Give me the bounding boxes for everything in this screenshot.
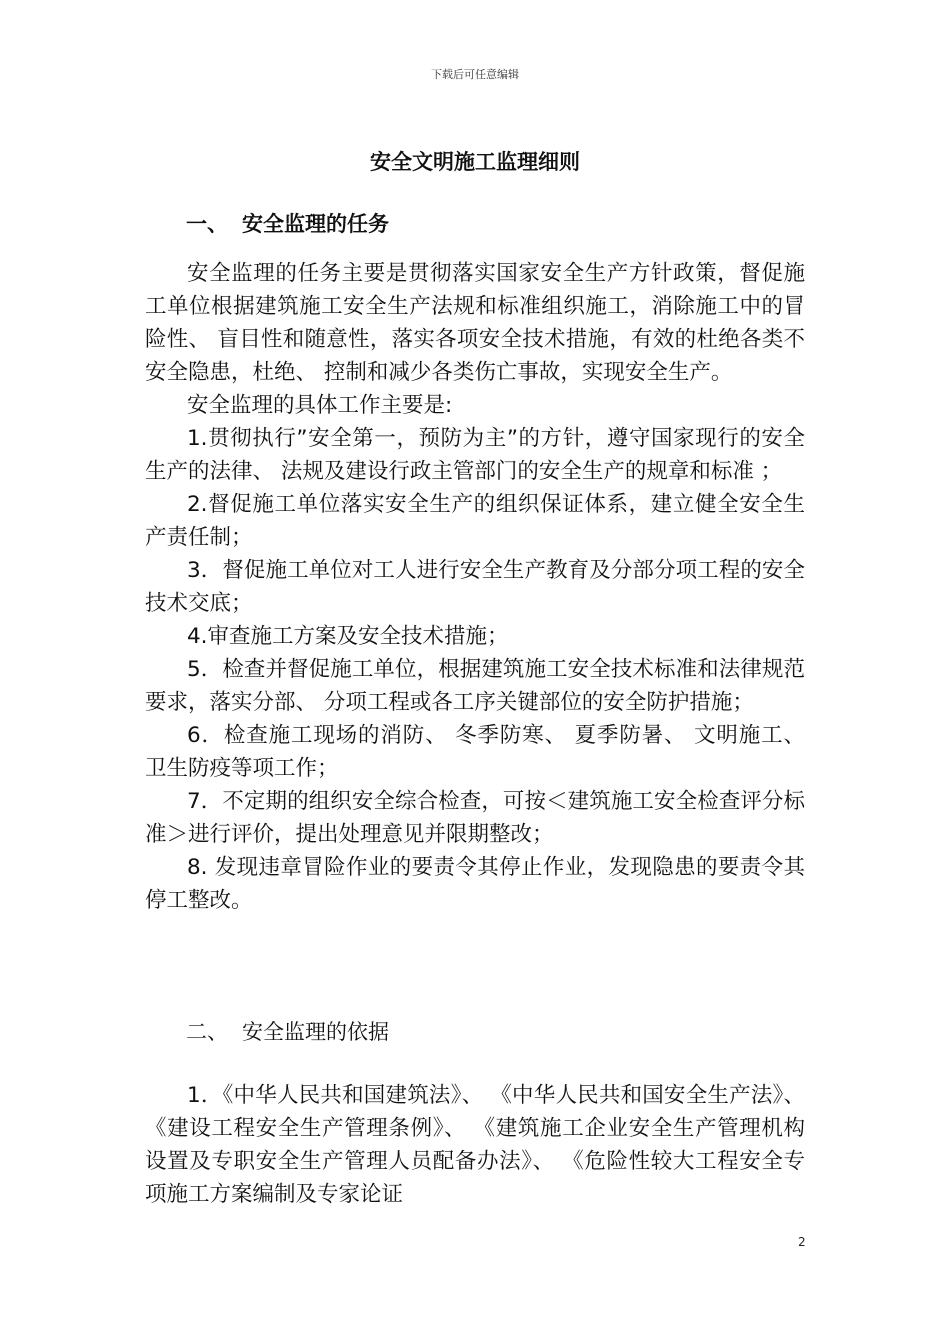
page-header: 下载后可任意编辑 [431,68,519,81]
section-title: 安全监理的任务 [242,212,389,236]
section-heading-1 [186,208,389,238]
list-item: 1．《中华人民共和国建筑法》、 《中华人民共和国安全生产法》、 《建设工程安全生产管理条例》、 《建筑施工企业安全生产管理机构设置及专职安全生产管理人员配备办法》、 《危险性较大工程安全专项施工方案编制及专家论证 [145,1083,805,1207]
list-item: 4.审查施工方案及安全技术措施； [187,624,509,649]
section-title: 安全监理的依据 [242,1020,389,1044]
paragraph: 安全监理的任务主要是贯彻落实国家安全生产方针政策，督促施工单位根据建筑施工安全生产法规和标准组织施工，消除施工中的冒险性、 盲目性和随意性，落实各项安全技术措施，有效的杜绝各类不安全隐患，杜绝、 控制和减少各类伤亡事故，实现安全生产。 [145,261,805,385]
list-item: 2.督促施工单位落实安全生产的组织保证体系，建立健全安全生产责任制； [145,492,805,550]
section-heading-2 [186,1016,389,1046]
list-item: 5．检查并督促施工单位，根据建筑施工安全技术标准和法律规范要求，落实分部、 分项工程或各工序关键部位的安全防护措施； [145,657,805,715]
section-1-body [145,257,805,917]
section-number: 一、 [186,212,228,236]
section-number: 二、 [186,1020,228,1044]
section-2-body [145,1079,805,1211]
list-item: 7．不定期的组织安全综合检查，可按＜建筑施工安全检查评分标准＞进行评价，提出处理意见并限期整改； [145,789,805,847]
list-item: 3．督促施工单位对工人进行安全生产教育及分部分项工程的安全技术交底； [145,558,805,616]
document-title: 安全文明施工监理细则 [370,150,580,174]
page-number: 2 [798,1235,806,1249]
list-item: 8. 发现违章冒险作业的要责令其停止作业，发现隐患的要责令其停工整改。 [145,855,805,913]
list-item: 1.贯彻执行”安全第一，预防为主”的方针，遵守国家现行的安全生产的法律、 法规及建设行政主管部门的安全生产的规章和标准 ； [145,426,805,484]
paragraph: 安全监理的具体工作主要是: [187,393,453,418]
list-item: 6．检查施工现场的消防、 冬季防寒、 夏季防暑、 文明施工、 卫生防疫等项工作； [145,723,805,781]
